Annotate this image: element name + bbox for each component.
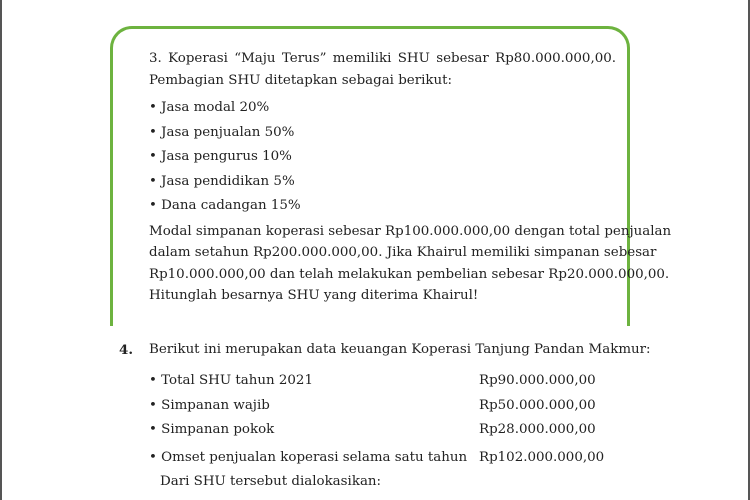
row-label: • Total SHU tahun 2021 <box>149 373 313 388</box>
question-3 <box>149 48 672 307</box>
paragraph-line: dalam setahun Rp200.000.000,00. Jika Khairul memiliki simpanan sebesar <box>149 245 657 260</box>
list-item: • Jasa penjualan 50% <box>149 124 295 140</box>
question-4-number: 4. <box>119 342 133 358</box>
row-value: Rp28.000.000,00 <box>479 422 596 437</box>
table-row <box>149 443 619 471</box>
financial-data-table <box>149 369 619 471</box>
row-label: • Simpanan pokok <box>149 422 275 437</box>
table-row <box>149 394 619 419</box>
paragraph-line: Modal simpanan koperasi sebesar Rp100.000.000,00 dengan total penjualan <box>149 223 672 239</box>
list-item: • Jasa pendidikan 5% <box>149 173 295 189</box>
list-item: • Jasa pengurus 10% <box>149 149 292 164</box>
list-item: • Dana cadangan 15% <box>149 198 301 213</box>
question-4-intro: Berikut ini merupakan data keuangan Koperasi Tanjung Pandan Makmur: <box>149 342 651 357</box>
table-row <box>149 369 619 394</box>
row-value: Rp90.000.000,00 <box>479 373 596 388</box>
question-3-subtitle: Pembagian SHU ditetapkan sebagai berikut: <box>149 73 453 88</box>
paragraph-line: Hitunglah besarnya SHU yang diterima Khairul! <box>149 288 479 303</box>
row-label: • Omset penjualan koperasi selama satu tahun <box>149 449 468 465</box>
shu-distribution-list <box>149 96 616 219</box>
row-label: • Simpanan wajib <box>149 397 270 413</box>
row-value: Rp102.000.000,00 <box>479 449 605 465</box>
question-3-statement: 3. Koperasi “Maju Terus” memiliki SHU sebesar Rp80.000.000,00. <box>149 51 616 66</box>
left-edge-divider <box>0 0 2 500</box>
paragraph-line: Rp10.000.000,00 dan telah melakukan pembelian sebesar Rp20.000.000,00. <box>149 266 670 282</box>
question-3-paragraph <box>149 221 672 307</box>
question-4-footer: Dari SHU tersebut dialokasikan: <box>160 474 382 489</box>
list-item: • Jasa modal 20% <box>149 100 270 115</box>
row-value: Rp50.000.000,00 <box>479 397 596 413</box>
table-row <box>149 418 619 443</box>
